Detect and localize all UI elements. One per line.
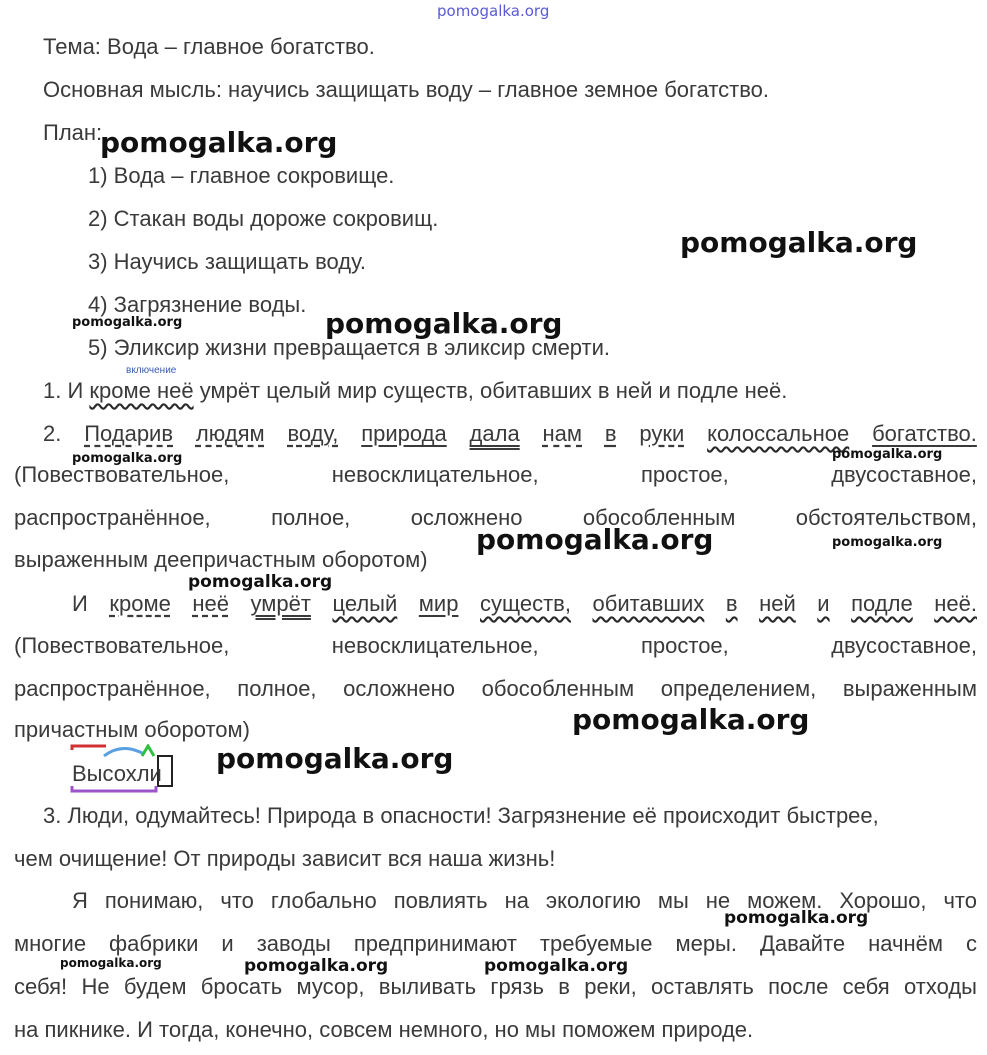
- sentence-word: руки: [639, 421, 685, 446]
- analysis-word: двусоставное,: [831, 633, 977, 658]
- task1-phrase: кроме неё: [89, 378, 194, 403]
- topic-line: Тема: Вода – главное богатство.: [43, 34, 375, 59]
- plan-label: План:: [43, 120, 103, 145]
- plan-item: 3) Научись защищать воду.: [88, 249, 367, 274]
- plan-item: 5) Эликсир жизни превращается в эликсир смерти.: [88, 335, 611, 360]
- sentence-word: целый: [332, 591, 398, 616]
- analysis-word: распространённое,: [14, 505, 211, 530]
- plan-item: 1) Вода – главное сокровище.: [88, 163, 395, 188]
- watermark: pomogalka.org: [244, 956, 389, 976]
- sentence-word: подле: [851, 591, 913, 616]
- analysis2-line3: причастным оборотом): [14, 717, 250, 742]
- sentence-word: И: [72, 591, 88, 616]
- sentence-word: существ,: [479, 591, 571, 616]
- task2-number: 2.: [43, 421, 62, 446]
- watermark: pomogalka.org: [100, 126, 338, 159]
- watermark: pomogalka.org: [72, 451, 183, 466]
- sentence-word: неё: [192, 591, 229, 616]
- sentence-word: в: [604, 421, 617, 446]
- sentence-word-subject: природа: [361, 421, 447, 446]
- analysis-word: обособленным: [582, 505, 736, 530]
- watermark: pomogalka.org: [476, 523, 714, 556]
- parsed-word: Высохли: [72, 761, 162, 786]
- analysis-word: простое,: [640, 462, 729, 487]
- watermark: pomogalka.org: [216, 742, 454, 775]
- sentence-word: богатство.: [872, 421, 977, 446]
- task3-line: Я понимаю, что глобально повлиять на экологию мы не можем. Хорошо, что: [72, 888, 977, 913]
- sentence-word: и: [817, 591, 830, 616]
- sentence-word: ней: [759, 591, 796, 616]
- analysis-word: невосклицательное,: [331, 462, 539, 487]
- analysis-word: (Повествовательное,: [14, 462, 230, 487]
- task1-rest: умрёт целый мир существ, обитавших в ней и подле неё.: [193, 378, 788, 403]
- watermark: pomogalka.org: [680, 226, 918, 259]
- watermark: pomogalka.org: [484, 956, 629, 976]
- sentence-word: обитавших: [592, 591, 705, 616]
- watermark: pomogalka.org: [60, 956, 162, 970]
- task3-line: себя! Не будем бросать мусор, выливать грязь в реки, оставлять после себя отходы: [14, 974, 977, 999]
- watermark: pomogalka.org: [832, 447, 943, 462]
- sentence-word: воду,: [287, 421, 339, 446]
- sentence-word-predicate: дала: [469, 421, 520, 446]
- task3-line: чем очищение! От природы зависит вся наша жизнь!: [14, 846, 556, 871]
- watermark: pomogalka.org: [832, 535, 943, 550]
- watermark: pomogalka.org: [572, 703, 810, 736]
- task3-line: на пикнике. И тогда, конечно, совсем немного, но мы поможем природе.: [14, 1017, 754, 1042]
- plan-item: 4) Загрязнение воды.: [88, 292, 307, 317]
- watermark-top: pomogalka.org: [437, 2, 550, 20]
- analysis2-line1: [14, 632, 977, 660]
- root-arc: [104, 748, 144, 756]
- analysis-word: осложнено: [410, 505, 523, 530]
- analysis-word: невосклицательное,: [331, 633, 539, 658]
- sentence-word: людям: [195, 421, 265, 446]
- sentence-word: в: [725, 591, 738, 616]
- sentence-word: неё.: [934, 591, 977, 616]
- analysis-word: простое,: [640, 633, 729, 658]
- task1-sentence: [43, 377, 787, 405]
- inclusion-note: включение: [126, 365, 177, 376]
- watermark: pomogalka.org: [325, 307, 563, 340]
- sentence-word-subject: мир: [418, 591, 459, 616]
- task3-line: многие фабрики и заводы предпринимают требуемые меры. Давайте начнём с: [14, 931, 977, 956]
- task2-sentence2: [72, 590, 977, 618]
- analysis-word: обстоятельством,: [795, 505, 977, 530]
- watermark: pomogalka.org: [724, 908, 869, 928]
- sentence-word: Подарив: [84, 421, 174, 446]
- watermark: pomogalka.org: [72, 315, 183, 330]
- prefix-mark: [72, 746, 106, 750]
- sentence-word-predicate: умрёт: [250, 591, 311, 616]
- analysis-word: (Повествовательное,: [14, 633, 230, 658]
- task3-line: 3. Люди, одумайтесь! Природа в опасности! Загрязнение её происходит быстрее,: [43, 803, 879, 828]
- plan-item: 2) Стакан воды дороже сокровищ.: [88, 206, 439, 231]
- analysis2-line2: распространённое, полное, осложнено обособленным определением, выраженным: [14, 676, 977, 701]
- sentence-word: нам: [542, 421, 583, 446]
- task1-prefix: 1. И: [43, 378, 90, 403]
- analysis-word: полное,: [271, 505, 351, 530]
- watermark: pomogalka.org: [188, 572, 333, 592]
- sentence-word: колоссальное: [707, 421, 850, 446]
- main-idea-line: Основная мысль: научись защищать воду – главное земное богатство.: [43, 77, 770, 102]
- suffix-mark: [142, 746, 154, 756]
- task2-sentence1: [43, 420, 977, 448]
- sentence-word: кроме: [109, 591, 171, 616]
- analysis-word: двусоставное,: [831, 462, 977, 487]
- analysis1-line3: выраженным деепричастным оборотом): [14, 547, 428, 572]
